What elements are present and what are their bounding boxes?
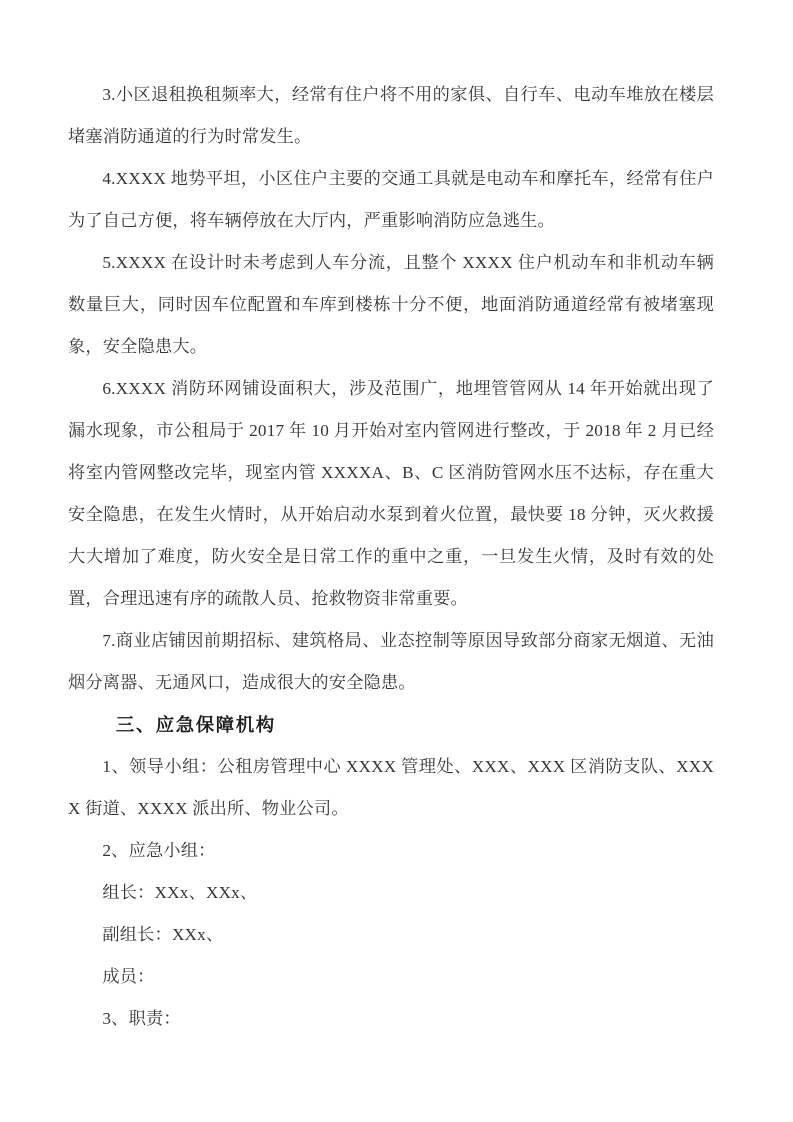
section-heading-emergency-organization: 三、应急保障机构 [115, 714, 276, 735]
paragraph-group-leader: 组长：XXx、XXx、 [102, 883, 258, 902]
document-body [68, 74, 714, 1040]
paragraph-item-5: 5.XXXX 在设计时未考虑到人车分流，且整个 XXXX 住户机动车和非机动车辆数量巨大，同时因车位配置和车库到楼栋十分不便，地面消防通道经常有被堵塞现象，安全隐患大。 [68, 253, 714, 356]
paragraph-members: 成员： [102, 967, 155, 986]
paragraph-leader-group: 1、领导小组：公租房管理中心 XXXX 管理处、XXX、XXX 区消防支队、XXXX 街道、XXXX 派出所、物业公司。 [68, 757, 714, 818]
paragraph-emergency-group: 2、应急小组： [102, 841, 216, 860]
paragraph-item-3: 3.小区退租换租频率大，经常有住户将不用的家俱、自行车、电动车堆放在楼层堵塞消防通道的行为时常发生。 [68, 85, 714, 146]
paragraph-item-7: 7.商业店铺因前期招标、建筑格局、业态控制等原因导致部分商家无烟道、无油烟分离器、无通风口，造成很大的安全隐患。 [68, 631, 714, 692]
paragraph-item-4: 4.XXXX 地势平坦，小区住户主要的交通工具就是电动车和摩托车，经常有住户为了自己方便，将车辆停放在大厅内，严重影响消防应急逃生。 [68, 169, 714, 230]
paragraph-deputy-group-leader: 副组长：XXx、 [102, 925, 224, 944]
paragraph-duties: 3、职责： [102, 1009, 181, 1028]
paragraph-item-6: 6.XXXX 消防环网铺设面积大，涉及范围广，地埋管管网从 14 年开始就出现了漏水现象，市公租局于 2017 年 10 月开始对室内管网进行整改，于 2018 年 2 月已经将室内管网整改完毕，现室内管 XXXXA、B、C 区消防管网水压不达标，存在重大安全隐患，在发生火情时，从开始启动水泵到着火位置，最快要 18 分钟，灭火救援大大增加了难度，防火安全是日常工作的重中之重，一旦发生火情，及时有效的处置，合理迅速有序的疏散人员、抢救物资非常重要。 [68, 379, 714, 608]
